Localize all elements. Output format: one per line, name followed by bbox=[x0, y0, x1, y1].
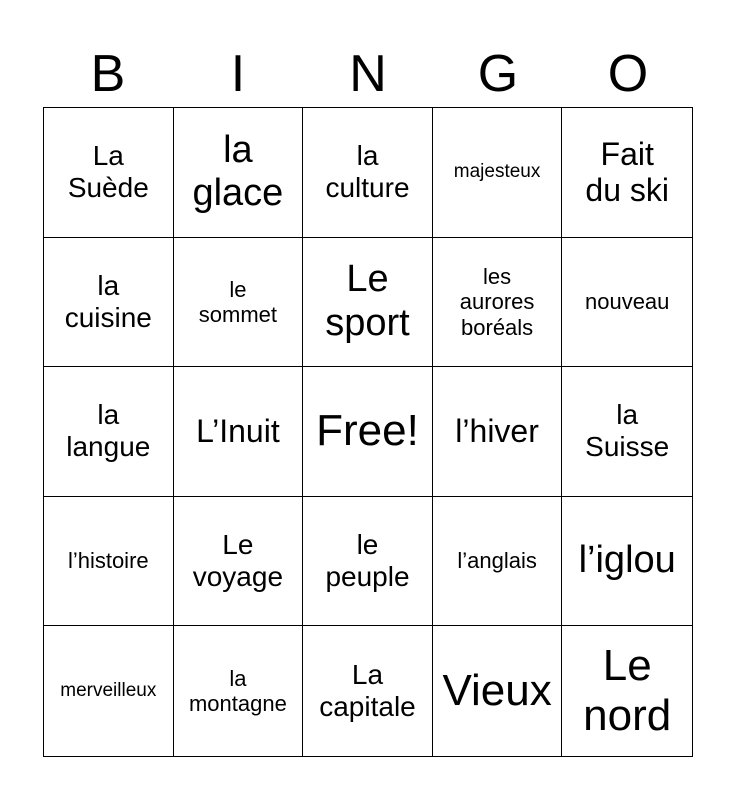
cell-word: l’hiver bbox=[455, 413, 539, 450]
cell-word: La bbox=[92, 140, 124, 172]
bingo-cell[interactable] bbox=[174, 108, 304, 238]
header-letter-n: N bbox=[349, 45, 387, 103]
bingo-cell[interactable] bbox=[303, 108, 433, 238]
cell-word: la bbox=[97, 399, 120, 431]
cell-word: La bbox=[351, 659, 384, 690]
cell-word: majesteux bbox=[453, 161, 541, 183]
cell-word: peuple bbox=[325, 561, 410, 593]
bingo-cell[interactable] bbox=[303, 497, 433, 627]
bingo-cell[interactable] bbox=[44, 497, 174, 627]
cell-word: Free! bbox=[316, 406, 419, 456]
cell-word: l’anglais bbox=[457, 548, 537, 574]
cell-word: sport bbox=[325, 301, 410, 344]
bingo-cell[interactable] bbox=[174, 626, 304, 756]
header-letter-o: O bbox=[607, 45, 649, 103]
cell-word: Le bbox=[222, 528, 254, 560]
cell-word: Suisse bbox=[585, 431, 670, 463]
bingo-cell[interactable] bbox=[433, 497, 563, 627]
bingo-cell[interactable] bbox=[44, 108, 174, 238]
bingo-cell[interactable] bbox=[303, 238, 433, 368]
cell-word: boréals bbox=[461, 314, 534, 340]
bingo-cell[interactable] bbox=[174, 238, 304, 368]
cell-word: Suède bbox=[67, 172, 149, 204]
bingo-cell[interactable] bbox=[562, 238, 692, 368]
bingo-cell[interactable] bbox=[562, 367, 692, 497]
cell-word: les bbox=[483, 263, 512, 289]
cell-word: merveilleux bbox=[60, 680, 157, 702]
bingo-cell[interactable] bbox=[433, 626, 563, 756]
cell-word: la bbox=[223, 128, 253, 171]
cell-word: la bbox=[229, 665, 247, 691]
cell-word: nouveau bbox=[584, 289, 670, 315]
bingo-cell[interactable] bbox=[433, 238, 563, 368]
cell-word: le bbox=[356, 528, 379, 560]
cell-word: du ski bbox=[585, 172, 669, 209]
cell-word: capitale bbox=[319, 691, 416, 723]
cell-word: le bbox=[229, 276, 247, 302]
cell-word: voyage bbox=[192, 561, 284, 593]
bingo-cell[interactable] bbox=[44, 626, 174, 756]
cell-word: Vieux bbox=[442, 665, 552, 715]
bingo-cell[interactable] bbox=[562, 626, 692, 756]
bingo-cell[interactable] bbox=[433, 108, 563, 238]
cell-word: aurores bbox=[459, 289, 535, 315]
cell-word: L’Inuit bbox=[196, 413, 280, 450]
header-letter-g: G bbox=[477, 45, 519, 103]
cell-word: la bbox=[616, 399, 639, 431]
cell-word: cuisine bbox=[64, 301, 152, 333]
cell-word: l’iglou bbox=[578, 539, 676, 582]
bingo-cell[interactable] bbox=[44, 367, 174, 497]
bingo-cell[interactable] bbox=[44, 238, 174, 368]
cell-word: Fait bbox=[600, 135, 654, 172]
bingo-cell[interactable] bbox=[562, 497, 692, 627]
cell-word: nord bbox=[583, 691, 672, 741]
cell-word: Le bbox=[346, 258, 389, 301]
cell-word: culture bbox=[325, 172, 410, 204]
free-space-cell[interactable] bbox=[303, 367, 433, 497]
cell-word: glace bbox=[192, 172, 284, 215]
cell-word: montagne bbox=[188, 691, 287, 717]
bingo-cell[interactable] bbox=[174, 367, 304, 497]
bingo-cell[interactable] bbox=[303, 626, 433, 756]
cell-word: la bbox=[356, 140, 379, 172]
cell-word: Le bbox=[602, 640, 652, 690]
bingo-cell[interactable] bbox=[562, 108, 692, 238]
bingo-cell[interactable] bbox=[433, 367, 563, 497]
cell-word: sommet bbox=[198, 301, 278, 327]
bingo-header bbox=[43, 40, 693, 108]
cell-word: langue bbox=[66, 431, 151, 463]
header-letter-i: I bbox=[230, 45, 246, 103]
cell-word: la bbox=[97, 269, 120, 301]
cell-word: l’histoire bbox=[67, 548, 149, 574]
bingo-grid bbox=[43, 107, 693, 757]
bingo-cell[interactable] bbox=[174, 497, 304, 627]
header-letter-b: B bbox=[90, 45, 126, 103]
